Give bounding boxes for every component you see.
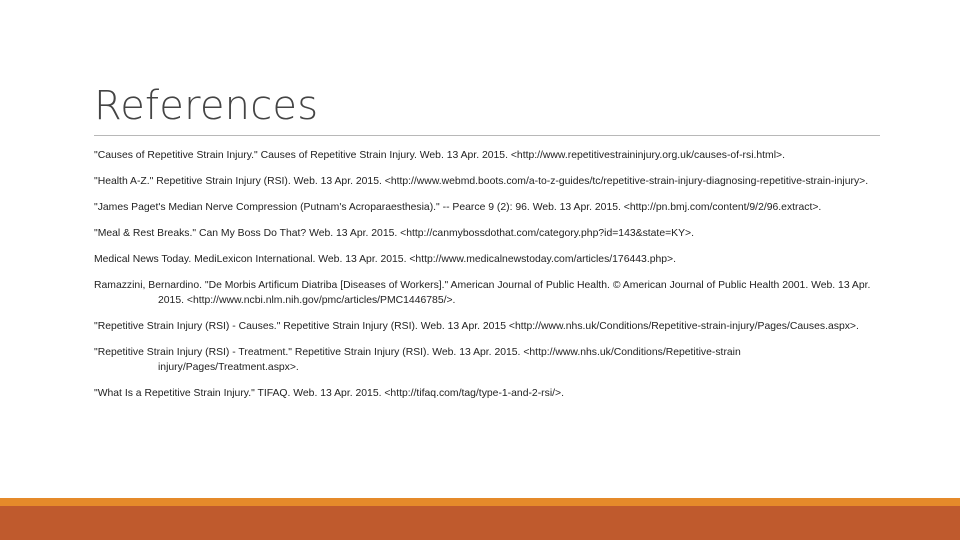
footer-accent-strip [0, 498, 960, 506]
reference-item: Medical News Today. MediLexicon International. Web. 13 Apr. 2015. <http://www.medicalnewstoday.com/articles/176443.php>. [94, 254, 677, 265]
reference-item: Ramazzini, Bernardino. "De Morbis Artificum Diatriba [Diseases of Workers]." American Journal of Public Health. © American Journal of Public Health 2001. Web. 13 Apr. 2015. <http://www.ncbi.nlm.nih.gov/pmc/articles/PMC1446785/>. [94, 280, 871, 306]
footer-bar [0, 506, 960, 540]
title-divider [94, 135, 880, 136]
slide-title: References [94, 83, 319, 129]
reference-item: "Causes of Repetitive Strain Injury." Causes of Repetitive Strain Injury. Web. 13 Apr. 2015. <http://www.repetitivestraininjury.org.uk/causes-of-rsi.html>. [94, 150, 785, 161]
reference-item: "What Is a Repetitive Strain Injury." TIFAQ. Web. 13 Apr. 2015. <http://tifaq.com/tag/type-1-and-2-rsi/>. [94, 388, 564, 399]
reference-item: "Repetitive Strain Injury (RSI) - Treatment." Repetitive Strain Injury (RSI). Web. 13 Apr. 2015. <http://www.nhs.uk/Conditions/Repetitive-strain injury/Pages/Treatment.aspx>. [94, 347, 741, 373]
reference-item: "Repetitive Strain Injury (RSI) - Causes." Repetitive Strain Injury (RSI). Web. 13 Apr. 2015 <http://www.nhs.uk/Conditions/Repetitive-strain-injury/Pages/Causes.aspx>. [94, 321, 859, 332]
reference-item: "Health A-Z." Repetitive Strain Injury (RSI). Web. 13 Apr. 2015. <http://www.webmd.boots.com/a-to-z-guides/tc/repetitive-strain-injury-diagnosing-repetitive-strain-injury>. [94, 176, 869, 187]
reference-item: "James Paget's Median Nerve Compression (Putnam's Acroparaesthesia)." -- Pearce 9 (2): 96. Web. 13 Apr. 2015. <http://pn.bmj.com/content/9/2/96.extract>. [94, 202, 822, 213]
reference-list [94, 148, 884, 412]
reference-item: "Meal & Rest Breaks." Can My Boss Do That? Web. 13 Apr. 2015. <http://canmybossdothat.com/category.php?id=143&state=KY>. [94, 228, 694, 239]
